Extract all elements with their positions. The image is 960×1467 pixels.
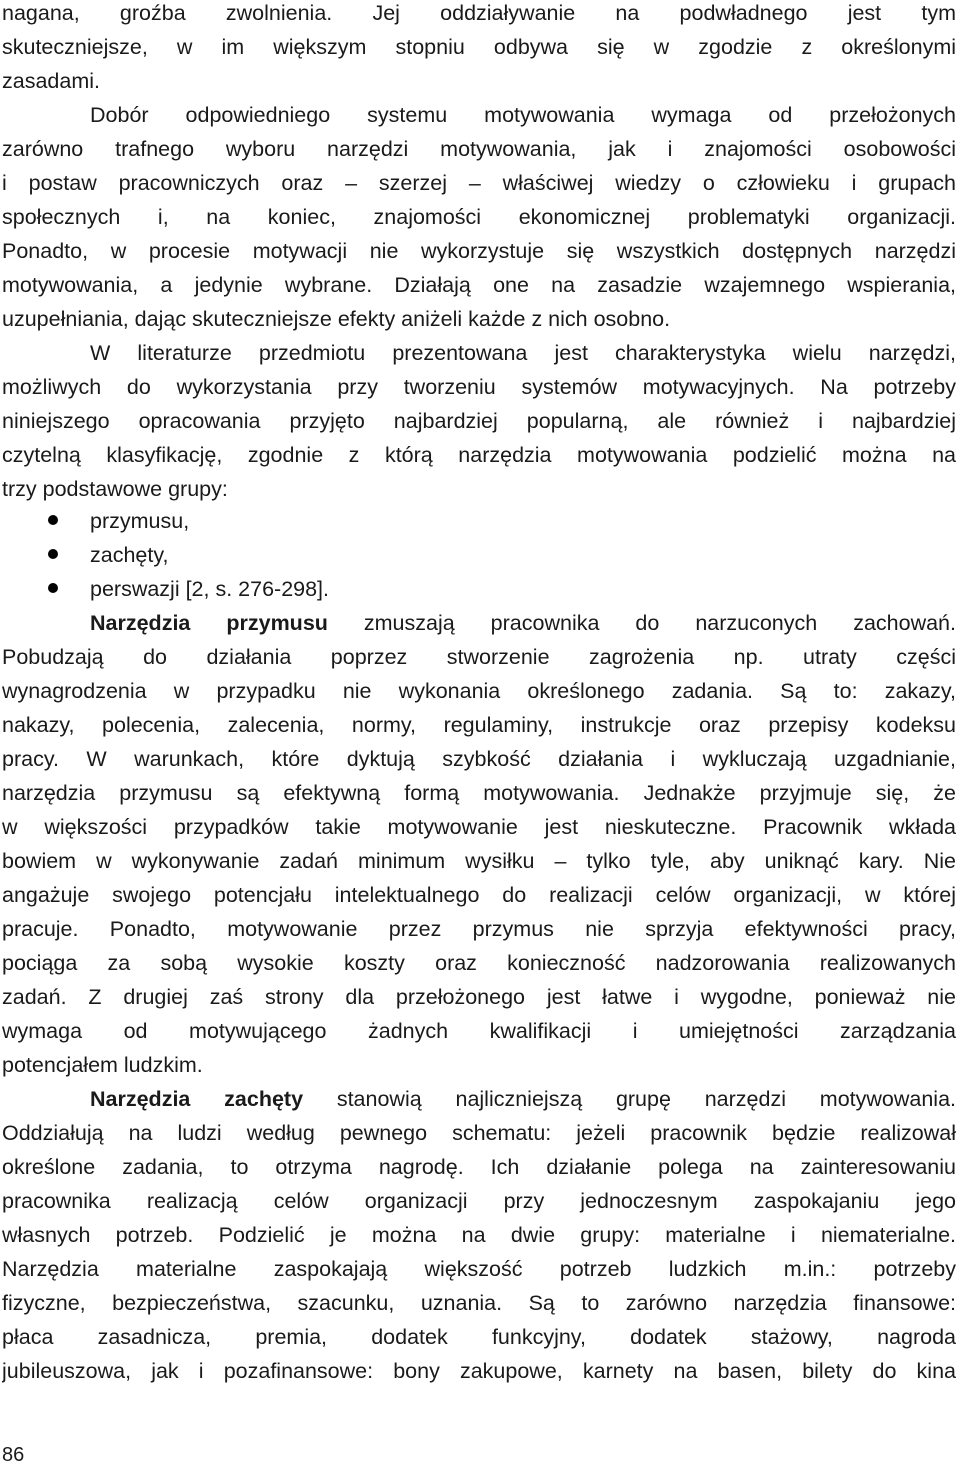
text-line: Dobór odpowiedniego systemu motywowania wymaga od przełożonych bbox=[90, 103, 956, 127]
text-line: Ponadto, w procesie motywacji nie wykorzystuje się wszystkich dostępnych narzędzi bbox=[2, 239, 956, 263]
text-line: jubileuszowa, jak i pozafinansowe: bony zakupowe, karnety na basen, bilety do kina bbox=[2, 1359, 956, 1383]
text-line: nakazy, polecenia, zalecenia, normy, regulaminy, instrukcje oraz przepisy kodeksu bbox=[2, 713, 956, 737]
list-item: przymusu, bbox=[90, 509, 190, 533]
text-line: społecznych i, na koniec, znajomości ekonomicznej problematyki organizacji. bbox=[2, 205, 956, 229]
text-line: pociąga za sobą wysokie koszty oraz konieczność nadzorowania realizowanych bbox=[2, 951, 956, 975]
text-line: niniejszego opracowania przyjęto najbardziej popularną, ale również i najbardziej bbox=[2, 409, 956, 433]
text-line: bowiem w wykonywanie zadań minimum wysiłku – tylko tyle, aby uniknąć kary. Nie bbox=[2, 849, 956, 873]
text-line: wynagrodzenia w przypadku nie wykonania określonego zadania. Są to: zakazy, bbox=[2, 679, 956, 703]
text-line: pracuje. Ponadto, motywowanie przez przymus nie sprzyja efektywności pracy, bbox=[2, 917, 956, 941]
text-line: angażuje swojego potencjału intelektualnego do realizacji celów organizacji, w której bbox=[2, 883, 956, 907]
bold-term: Narzędzia zachęty bbox=[90, 1087, 304, 1111]
text-line: skuteczniejsze, w im większym stopniu odbywa się w zgodzie z określonymi bbox=[2, 35, 956, 59]
text-line: W literaturze przedmiotu prezentowana jest charakterystyka wielu narzędzi, bbox=[90, 341, 956, 365]
text-line: trzy podstawowe grupy: bbox=[2, 477, 228, 501]
bullet-icon bbox=[48, 549, 58, 559]
text-line: określone zadania, to otrzyma nagrodę. Ich działanie polega na zainteresowaniu bbox=[2, 1155, 956, 1179]
text-line: motywowania, a jedynie wybrane. Działają one na zasadzie wzajemnego wspierania, bbox=[2, 273, 956, 297]
paragraph-first-line: Narzędzia przymusu zmuszają pracownika do narzuconych zachowań. bbox=[90, 611, 956, 635]
text-line: pracownika realizacją celów organizacji przy jednoczesnym zaspokajaniu jego bbox=[2, 1189, 956, 1213]
text-line: fizyczne, bezpieczeństwa, szacunku, uznania. Są to zarówno narzędzia finansowe: bbox=[2, 1291, 956, 1315]
text-line: zasadami. bbox=[2, 69, 100, 93]
text-line: własnych potrzeb. Podzielić je można na dwie grupy: materialne i niematerialne. bbox=[2, 1223, 956, 1247]
list-item: zachęty, bbox=[90, 543, 169, 567]
text-line: i postaw pracowniczych oraz – szerzej – właściwej wiedzy o człowieku i grupach bbox=[2, 171, 956, 195]
text-line: narzędzia przymusu są efektywną formą motywowania. Jednakże przyjmuje się, że bbox=[2, 781, 956, 805]
text-line: w większości przypadków takie motywowanie jest nieskuteczne. Pracownik wkłada bbox=[2, 815, 956, 839]
text-line: pracy. W warunkach, które dyktują szybkość działania i wykluczają uzgadnianie, bbox=[2, 747, 956, 771]
text-line: zarówno trafnego wyboru narzędzi motywowania, jak i znajomości osobowości bbox=[2, 137, 956, 161]
bold-term: Narzędzia przymusu bbox=[90, 611, 328, 635]
text-line: uzupełniania, dając skuteczniejsze efekty aniżeli każde z nich osobno. bbox=[2, 307, 671, 331]
page-number: 86 bbox=[2, 1444, 25, 1466]
list-item: perswazji [2, s. 276-298]. bbox=[90, 577, 330, 601]
text-line: Pobudzają do działania poprzez stworzenie zagrożenia np. utraty części bbox=[2, 645, 956, 669]
text-line: Narzędzia materialne zaspokajają większość potrzeb ludzkich m.in.: potrzeby bbox=[2, 1257, 956, 1281]
text-line: zadań. Z drugiej zaś strony dla przełożonego jest łatwe i wygodne, ponieważ nie bbox=[2, 985, 956, 1009]
text-line: Oddziałują na ludzi według pewnego schematu: jeżeli pracownik będzie realizował bbox=[2, 1121, 956, 1145]
text-line: możliwych do wykorzystania przy tworzeniu systemów motywacyjnych. Na potrzeby bbox=[2, 375, 956, 399]
text-line: nagana, groźba zwolnienia. Jej oddziaływanie na podwładnego jest tym bbox=[2, 1, 956, 25]
text-line: potencjałem ludzkim. bbox=[2, 1053, 203, 1077]
paragraph-first-line: Narzędzia zachęty stanowią najliczniejszą grupę narzędzi motywowania. bbox=[90, 1087, 956, 1111]
bullet-icon bbox=[48, 515, 58, 525]
text-line: płaca zasadnicza, premia, dodatek funkcyjny, dodatek stażowy, nagroda bbox=[2, 1325, 956, 1349]
text-line: wymaga od motywującego żadnych kwalifikacji i umiejętności zarządzania bbox=[2, 1019, 956, 1043]
text-line: czytelną klasyfikację, zgodnie z którą narzędzia motywowania podzielić można na bbox=[2, 443, 956, 467]
bullet-icon bbox=[48, 583, 58, 593]
